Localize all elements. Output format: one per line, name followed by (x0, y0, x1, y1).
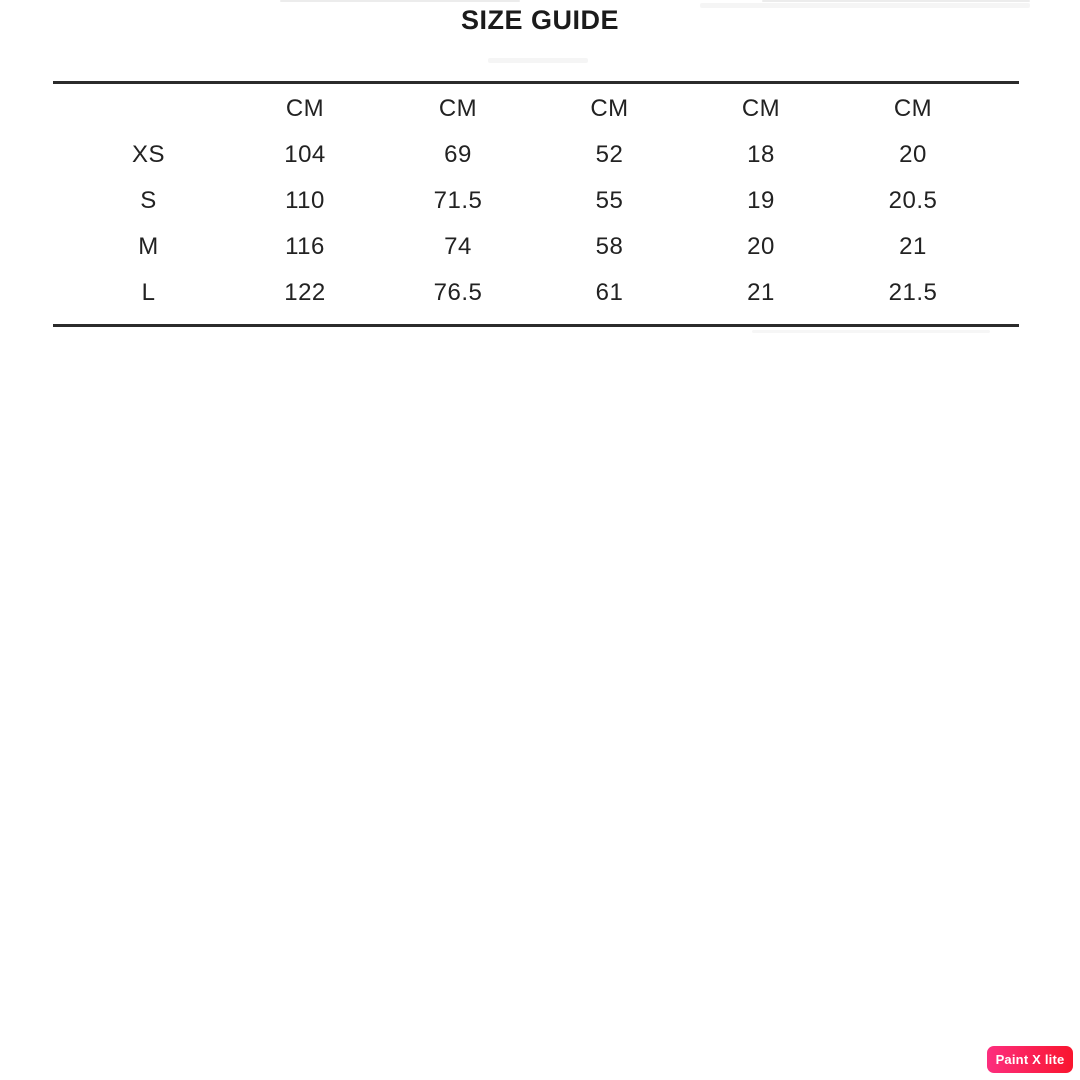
value-cell: 71.5 (433, 187, 483, 214)
header-cell-cm: CM (285, 95, 325, 122)
size-label-cell: XS (131, 141, 165, 168)
size-guide-table (53, 86, 1019, 316)
value-cell: 21 (747, 279, 775, 306)
value-cell: 20 (899, 141, 927, 168)
cropped-edge-artifact (280, 0, 520, 2)
table-row-s (53, 178, 1019, 224)
unit-header-row (53, 86, 1019, 132)
header-cell-cm: CM (590, 95, 629, 122)
header-cell-cm: CM (741, 95, 781, 122)
table-bottom-rule (53, 324, 1019, 327)
value-cell: 69 (444, 141, 472, 168)
value-cell: 58 (595, 233, 624, 260)
erased-text-artifact (752, 330, 990, 333)
value-cell: 20.5 (888, 187, 938, 214)
size-label-cell: S (140, 187, 157, 214)
value-cell: 74 (444, 233, 472, 260)
value-cell: 20 (747, 233, 775, 260)
page-title: SIZE GUIDE (460, 5, 620, 35)
value-cell: 52 (595, 141, 624, 168)
header-cell-cm: CM (893, 95, 933, 122)
size-label-cell: L (141, 279, 156, 306)
value-cell: 104 (284, 141, 326, 168)
cropped-edge-artifact (762, 0, 1030, 2)
table-row-xs (53, 132, 1019, 178)
value-cell: 21 (899, 233, 927, 260)
value-cell: 110 (285, 187, 325, 214)
header-cell-size (53, 86, 228, 132)
paint-x-lite-watermark-badge (987, 1046, 1073, 1073)
value-cell: 18 (747, 141, 775, 168)
value-cell: 76.5 (433, 279, 483, 306)
erased-text-artifact (488, 58, 588, 63)
table-top-rule (53, 81, 1019, 84)
table-row-l (53, 270, 1019, 316)
value-cell: 21.5 (888, 279, 938, 306)
value-cell: 116 (285, 233, 325, 260)
watermark-label: Paint X lite (995, 1052, 1065, 1067)
value-cell: 55 (595, 187, 624, 214)
table-row-m (53, 224, 1019, 270)
size-label-cell: M (138, 233, 159, 260)
value-cell: 122 (284, 279, 326, 306)
value-cell: 19 (747, 187, 775, 214)
header-cell-cm: CM (438, 95, 478, 122)
value-cell: 61 (595, 279, 624, 306)
